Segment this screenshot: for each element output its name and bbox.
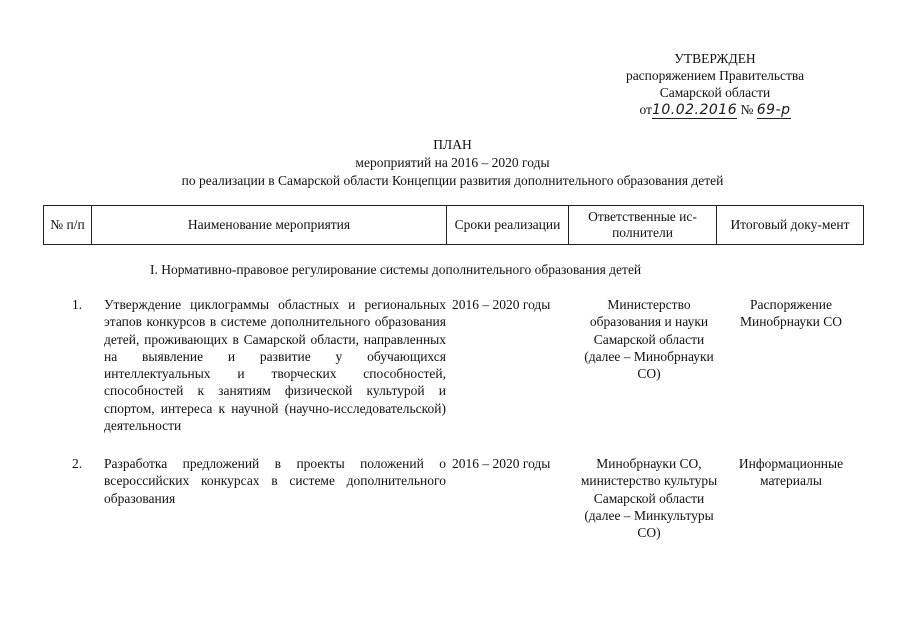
section-number: I. (150, 262, 158, 277)
row-responsible: Министерство образования и науки Самарской области (далее – Минобрнауки СО) (584, 297, 714, 382)
order-line (600, 101, 830, 121)
approval-block (600, 50, 830, 121)
row-number: 2. (72, 456, 83, 471)
row-description: Разработка предложений в проекты положений о всероссийских конкурсах в системе дополнительного образования (104, 456, 446, 506)
order-number-handwritten: 69-р (756, 102, 791, 118)
approval-line-2: Самарской области (659, 85, 771, 100)
row-responsible: Минобрнауки СО, министерство культуры Самарской области (далее – Минкультуры СО) (580, 456, 718, 541)
row-number: 1. (72, 297, 83, 312)
title-concept: по реализации в Самарской области Концепции развития дополнительного образования детей (181, 173, 724, 188)
row-dates: 2016 – 2020 годы (452, 456, 551, 471)
section-heading (150, 262, 850, 278)
document-title (0, 136, 905, 190)
section-title: Нормативно-правовое регулирование системы дополнительного образования детей (161, 262, 642, 277)
header-num: № п/п (44, 206, 92, 245)
order-date-handwritten: 10.02.2016 (651, 102, 738, 118)
approval-heading: УТВЕРЖДЕН (674, 51, 756, 66)
plan-table-header (43, 205, 864, 245)
number-sign: № (740, 102, 754, 117)
header-name: Наименование мероприятия (92, 206, 447, 245)
title-plan: ПЛАН (433, 137, 472, 152)
approval-line-1: распоряжением Правительства (625, 68, 805, 83)
row-dates: 2016 – 2020 годы (452, 297, 551, 312)
row-description: Утверждение циклограммы областных и региональных этапов конкурсов в системе дополнительного образования детей, проживающих в Самарской области, направленных на выявление и развитие у обучающихся интеллектуальных и творческих способностей, способностей к занятиям физической культурой и спортом, интереса к научной (научно-исследовательской) деятельности (104, 297, 446, 434)
row-document: Информационные материалы (738, 456, 844, 489)
row-document: Распоряжение Минобрнауки СО (739, 297, 842, 330)
header-dates: Сроки реализации (447, 206, 569, 245)
header-responsible: Ответственные ис-полнители (569, 206, 717, 245)
order-prefix: от (639, 102, 652, 117)
header-document: Итоговый доку-мент (717, 206, 864, 245)
title-subtitle: мероприятий на 2016 – 2020 годы (355, 155, 550, 170)
